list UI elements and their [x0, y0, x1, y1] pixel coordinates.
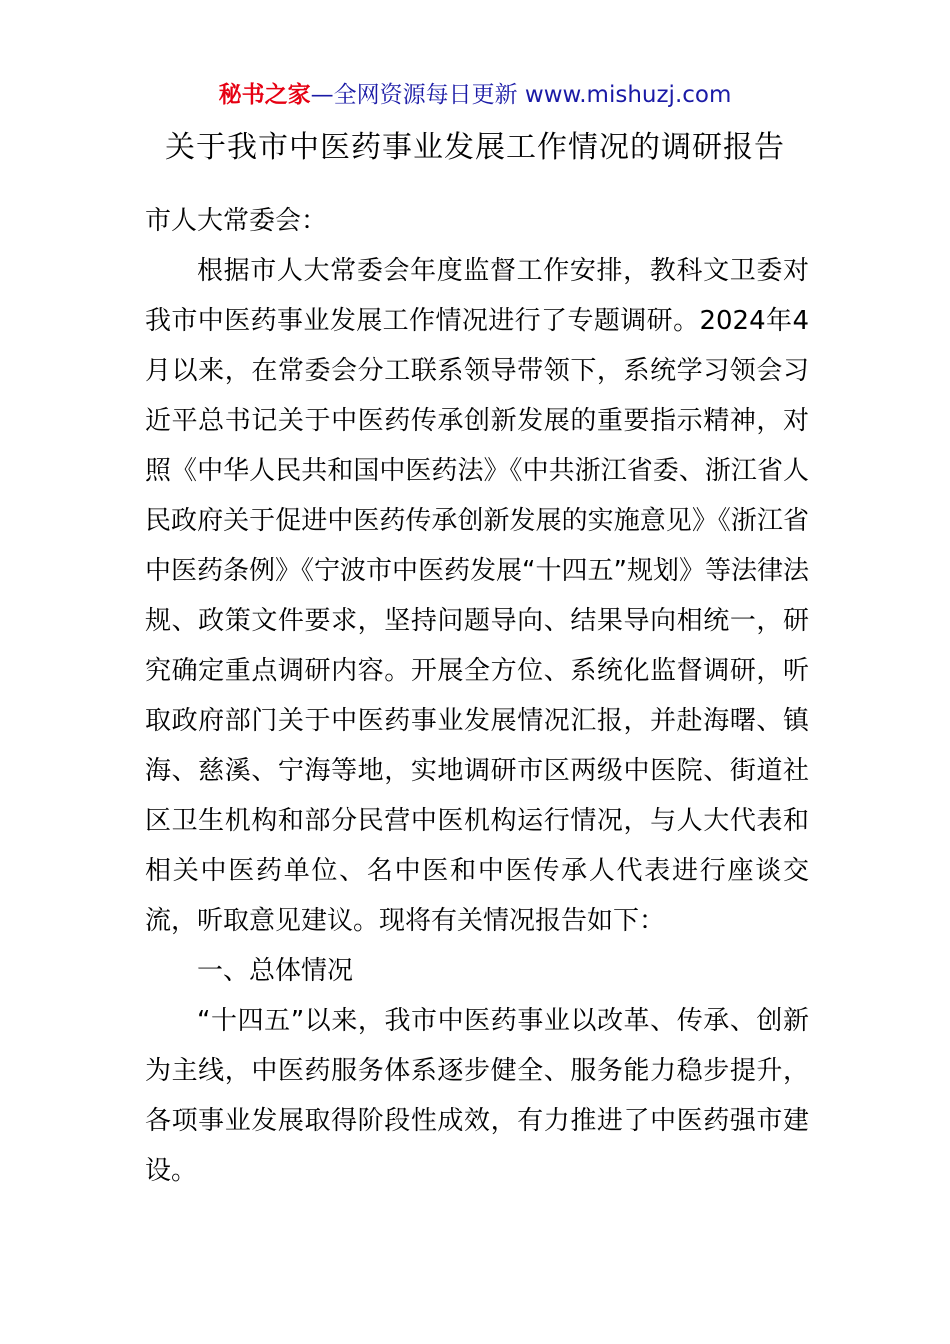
site-tagline: —全网资源每日更新 — [310, 82, 518, 108]
intro-paragraph: 根据市人大常委会年度监督工作安排，教科文卫委对我市中医药事业发展工作情况进行了专题调研。2024年4月以来，在常委会分工联系领导带领下，系统学习领会习近平总书记关于中医药传承创新发展的重要指示精神，对照《中华人民共和国中医药法》《中共浙江省委、浙江省人民政府关于促进中医药传承创新发展的实施意见》《浙江省中医药条例》《宁波市中医药发展“十四五”规划》等法律法规、政策文件要求，坚持问题导向、结果导向相统一，研究确定重点调研内容。开展全方位、系统化监督调研，听取政府部门关于中医药事业发展情况汇报，并赴海曙、镇海、慈溪、宁海等地，实地调研市区两级中医院、街道社区卫生机构和部分民营中医机构运行情况，与人大代表和相关中医药单位、名中医和中医传承人代表进行座谈交流，听取意见建议。现将有关情况报告如下： — [145, 256, 809, 936]
section-heading: 一、总体情况 — [197, 956, 354, 986]
document-title: 关于我市中医药事业发展工作情况的调研报告 — [165, 130, 785, 165]
site-header — [0, 78, 950, 112]
site-url-link[interactable]: www.mishuzj.com — [524, 82, 732, 108]
section-paragraph: “十四五”以来，我市中医药事业以改革、传承、创新为主线，中医药服务体系逐步健全、服务能力稳步提升，各项事业发展取得阶段性成效，有力推进了中医药强市建设。 — [145, 1006, 809, 1186]
brand-name: 秘书之家 — [218, 82, 311, 108]
salutation: 市人大常委会： — [145, 206, 328, 236]
document-body — [145, 196, 809, 1196]
